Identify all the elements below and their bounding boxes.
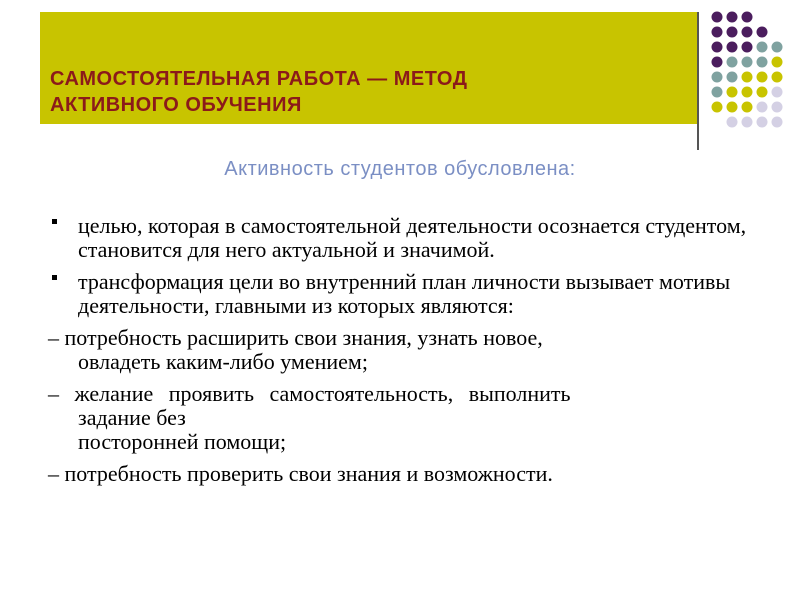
bullet-marker xyxy=(52,219,57,224)
decorative-dot xyxy=(772,117,783,128)
decorative-dot xyxy=(727,117,738,128)
decorative-dot xyxy=(742,12,753,23)
dash-item-2 xyxy=(48,382,748,454)
decorative-dot xyxy=(757,102,768,113)
slide-title-line2: АКТИВНОГО ОБУЧЕНИЯ xyxy=(50,94,302,116)
decorative-dot xyxy=(742,42,753,53)
decorative-dot xyxy=(712,42,723,53)
decorative-dot xyxy=(742,27,753,38)
decorative-dot xyxy=(727,12,738,23)
bullet-item-2 xyxy=(48,270,748,318)
dash-item-2-rest2: посторонней помощи; xyxy=(78,429,287,454)
decorative-dot xyxy=(742,87,753,98)
decorative-dot xyxy=(712,57,723,68)
decorative-dot xyxy=(757,27,768,38)
bullet-item-1 xyxy=(48,214,748,262)
decorative-dot xyxy=(712,87,723,98)
bullet-marker xyxy=(52,275,57,280)
bullet-text-1: целью, которая в самостоятельной деятельности осознается студентом, становится для него актуальной и значимой. xyxy=(78,213,747,262)
decorative-dot xyxy=(772,42,783,53)
dash-item-2-first: – желание проявить самостоятельность, выполнить xyxy=(48,381,571,406)
decorative-dot xyxy=(712,27,723,38)
dash-item-1 xyxy=(48,326,748,374)
decorative-dot xyxy=(757,117,768,128)
decorative-dot xyxy=(757,57,768,68)
decorative-dot xyxy=(727,87,738,98)
slide-title xyxy=(50,66,670,118)
decorative-dot xyxy=(772,72,783,83)
decorative-dot xyxy=(757,42,768,53)
decorative-dot xyxy=(712,102,723,113)
decorative-dot xyxy=(727,102,738,113)
decorative-dot xyxy=(742,117,753,128)
decorative-dot xyxy=(772,102,783,113)
decorative-dot xyxy=(712,72,723,83)
decorative-dot xyxy=(727,27,738,38)
decorative-dot xyxy=(742,102,753,113)
decorative-dot xyxy=(712,12,723,23)
decorative-dot xyxy=(727,42,738,53)
decorative-dot xyxy=(727,72,738,83)
decorative-dot xyxy=(727,57,738,68)
dash-item-3 xyxy=(48,462,748,486)
dash-item-2-rest: задание без xyxy=(78,405,186,430)
decorative-dot xyxy=(742,72,753,83)
decorative-dot xyxy=(742,57,753,68)
bullet-text-2: трансформация цели во внутренний план личности вызывает мотивы деятельности, главными из которых являются: xyxy=(78,269,731,318)
dash-item-3-first: – потребность проверить свои знания и возможности. xyxy=(48,461,553,486)
decorative-dot xyxy=(772,87,783,98)
dash-item-1-first: – потребность расширить свои знания, узнать новое, xyxy=(48,325,543,350)
decorative-dot xyxy=(757,72,768,83)
decorative-dot xyxy=(772,57,783,68)
slide-subtitle: Активность студентов обусловлена: xyxy=(224,158,576,180)
slide-title-line1: САМОСТОЯТЕЛЬНАЯ РАБОТА — МЕТОД xyxy=(50,68,468,90)
decorative-dot xyxy=(757,87,768,98)
slide-body xyxy=(48,214,748,494)
dash-item-1-rest: овладеть каким-либо умением; xyxy=(78,349,368,374)
